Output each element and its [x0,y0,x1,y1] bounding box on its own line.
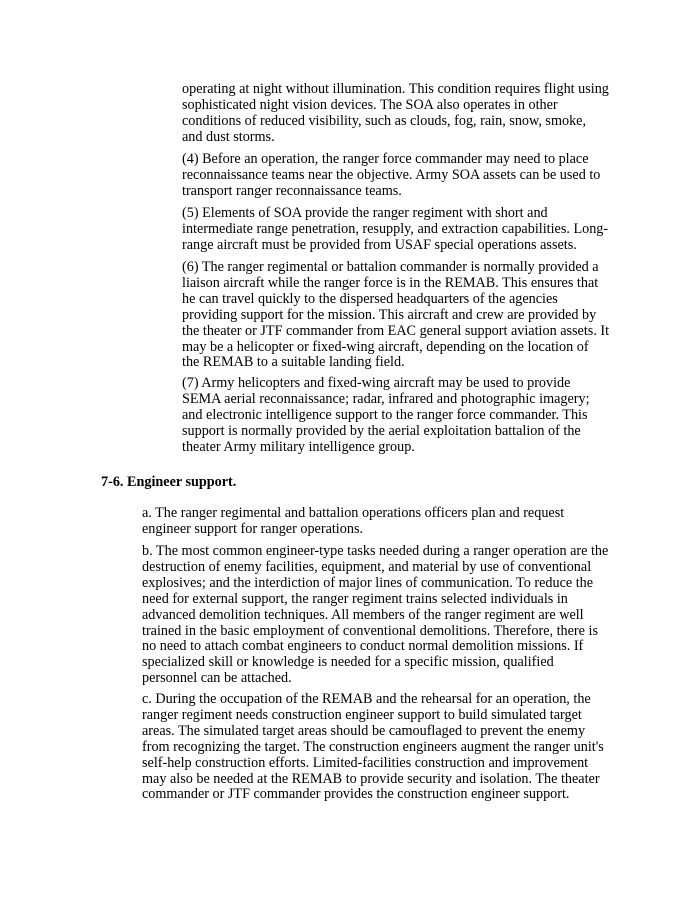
text-line: support is normally provided by the aerial exploitation battalion of the [182,422,581,439]
text-line: providing support for the mission. This aircraft and crew are provided by [182,306,597,323]
text-line: ranger regiment needs construction engineer support to build simulated target [142,706,582,723]
text-line: the REMAB to a suitable landing field. [182,354,405,371]
text-line: may be a helicopter or fixed-wing aircraft, depending on the location of [182,338,589,355]
text-line: transport ranger reconnaissance teams. [182,182,402,199]
text-line: (6) The ranger regimental or battalion commander is normally provided a [182,259,599,275]
text-line: and dust storms. [182,128,275,145]
text-line: conditions of reduced visibility, such as clouds, fog, rain, snow, smoke, [182,112,587,129]
paragraph-continuation [182,81,609,146]
text-line: commander or JTF commander provides the construction engineer support. [142,786,570,803]
paragraph-4 [182,151,601,200]
section-heading: 7-6. Engineer support. [101,474,237,490]
text-line: reconnaissance teams near the objective. Army SOA assets can be used to [182,166,601,183]
text-line: trained in the basic employment of conventional demolitions. Therefore, there is [142,622,598,639]
text-line: (4) Before an operation, the ranger force commander may need to place [182,151,589,167]
text-line: no need to attach combat engineers to conduct normal demolition missions. If [142,638,584,655]
paragraph-5 [182,205,609,254]
text-line: may also be needed at the REMAB to provide security and isolation. The theater [142,770,600,787]
text-line: from recognizing the target. The construction engineers augment the ranger unit's [142,738,604,755]
text-line: (7) Army helicopters and fixed-wing aircraft may be used to provide [182,375,571,391]
paragraph-7 [182,376,597,456]
paragraph-6 [182,259,610,371]
text-line: theater Army military intelligence group. [182,438,415,455]
text-line: need for external support, the ranger regiment trains selected individuals in [142,590,568,607]
text-line: engineer support for ranger operations. [142,520,364,537]
text-line: self-help construction efforts. Limited-facilities construction and improvement [142,754,589,771]
text-line: areas. The simulated target areas should be camouflaged to prevent the enemy [142,722,586,739]
text-line: (5) Elements of SOA provide the ranger regiment with short and [182,205,548,221]
paragraph-a [142,506,597,538]
paragraph-c [142,691,604,803]
paragraph-b [142,543,609,687]
text-line: a. The ranger regimental and battalion operations officers plan and request [142,505,565,521]
text-line: personnel can be attached. [142,670,292,687]
text-line: explosives; and the interdiction of major lines of communication. To reduce the [142,574,594,591]
text-line: specialized skill or knowledge is needed for a specific mission, qualified [142,654,554,671]
text-line: advanced demolition techniques. All members of the ranger regiment are well [142,606,584,623]
text-line: SEMA aerial reconnaissance; radar, infrared and photographic imagery; [182,390,590,407]
text-line: operating at night without illumination. This condition requires flight using [182,81,609,97]
text-line: and electronic intelligence support to the ranger force commander. This [182,406,588,423]
text-line: he can travel quickly to the dispersed headquarters of the agencies [182,290,558,307]
text-line: intermediate range penetration, resupply, and extraction capabilities. Long- [182,220,609,237]
text-line: liaison aircraft while the ranger force is in the REMAB. This ensures that [182,274,599,291]
text-line: destruction of enemy facilities, equipment, and material by use of conventional [142,558,592,575]
text-line: sophisticated night vision devices. The SOA also operates in other [182,96,558,113]
text-line: the theater or JTF commander from EAC general support aviation assets. It [182,322,610,339]
text-line: range aircraft must be provided from USAF special operations assets. [182,236,577,253]
text-line: b. The most common engineer-type tasks needed during a ranger operation are the [142,543,609,559]
text-line: c. During the occupation of the REMAB and the rehearsal for an operation, the [142,691,591,707]
